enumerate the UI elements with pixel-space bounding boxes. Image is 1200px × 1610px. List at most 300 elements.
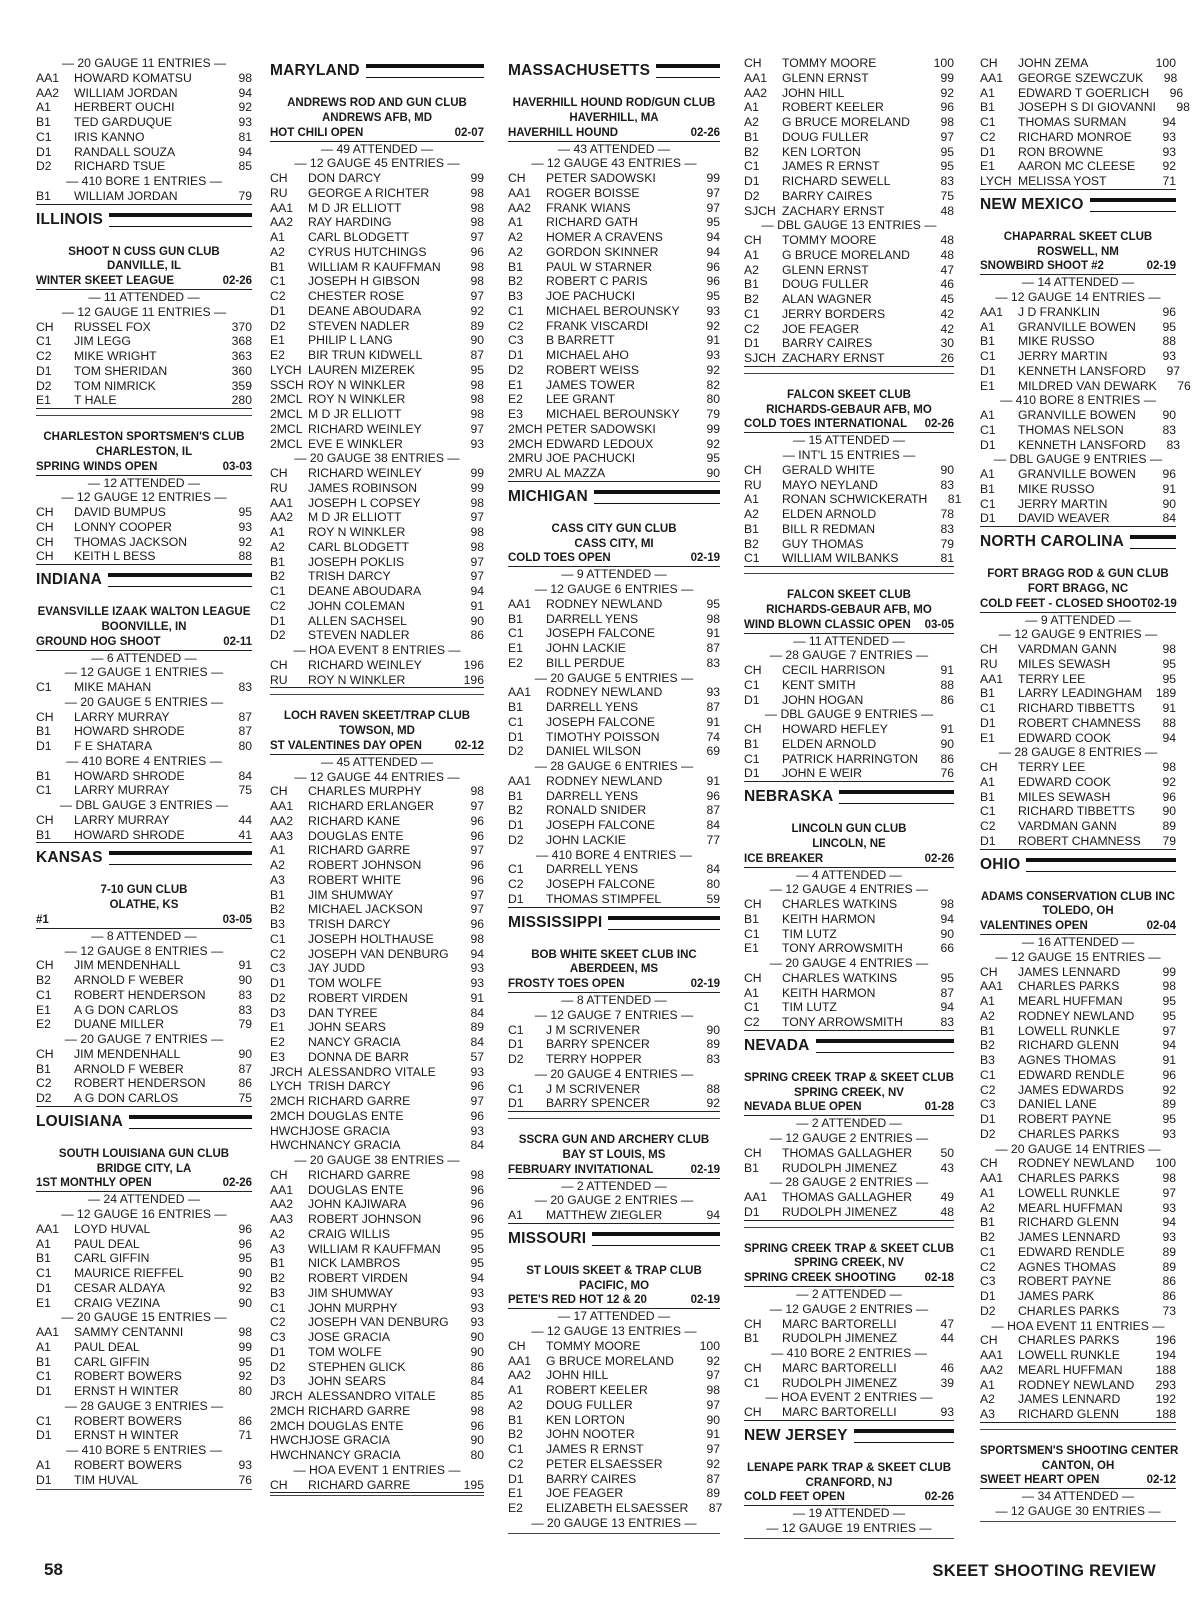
class-code: D1 [980, 1112, 996, 1126]
class-code: AA1 [980, 979, 1004, 994]
class-code: CH [980, 642, 998, 656]
class-code: 2MCL [270, 392, 303, 407]
shooter-name: J M SCRIVENER [546, 1081, 641, 1096]
score: 83 [1162, 422, 1176, 437]
score: 94 [940, 911, 954, 926]
class-code: A1 [744, 100, 759, 115]
state-heading [508, 912, 720, 934]
score: 359 [231, 378, 252, 393]
shooter-name: JERRY MARTIN [1018, 496, 1108, 511]
attended-count: — 49 ATTENDED — [320, 141, 434, 156]
state-heading [36, 1111, 252, 1133]
class-code: AA1 [980, 1348, 1004, 1362]
result-row [980, 731, 1176, 746]
class-code: E1 [508, 641, 523, 655]
class-code: A1 [980, 994, 995, 1008]
class-code: D1 [270, 1344, 286, 1359]
class-code: SJCH [744, 203, 776, 218]
state-heading [36, 847, 252, 869]
state-heading [980, 854, 1176, 876]
shooter-name: TOMMY MOORE [782, 56, 877, 70]
result-row [980, 1053, 1176, 1068]
score: 100 [1155, 56, 1176, 70]
result-row [270, 1020, 484, 1035]
shooter-name: DOUGLAS ENTE [308, 1418, 404, 1433]
result-row [508, 201, 720, 216]
result-row [270, 1345, 484, 1360]
class-code: B1 [270, 259, 285, 274]
score: 81 [947, 492, 962, 507]
class-code: E1 [270, 1020, 285, 1035]
result-row [270, 540, 484, 555]
gauge-entries: — HOA EVENT 8 ENTRIES — [293, 643, 461, 657]
club-heading: CHARLESTON, IL [95, 445, 193, 458]
class-code: CH [36, 549, 54, 564]
shooter-name: ROBERT BOWERS [74, 1457, 182, 1472]
result-row [270, 1419, 484, 1434]
score: 93 [1162, 1126, 1176, 1141]
score: 98 [1162, 760, 1176, 774]
result-row [36, 1047, 252, 1062]
class-code: C1 [980, 496, 996, 511]
state-rule [129, 1115, 252, 1129]
result-row [270, 348, 484, 363]
score: 90 [940, 462, 954, 477]
result-row [270, 1404, 484, 1419]
shooter-name: JOHN HOGAN [782, 692, 864, 707]
shooter-name: THOMAS GALLAGHER [782, 1145, 913, 1160]
club-heading: TOWSON, MD [339, 725, 415, 737]
class-code: C1 [744, 306, 760, 321]
score: 79 [238, 188, 252, 203]
attended-count: — 4 ATTENDED — [796, 867, 902, 882]
event-date: 03-03 [222, 460, 252, 473]
shooter-name: BILL PERDUE [546, 655, 625, 670]
result-row [508, 626, 720, 641]
shooter-name: TOM NIMRICK [74, 378, 156, 393]
shooter-name: ZACHARY ERNST [782, 351, 885, 365]
score: 46 [940, 1360, 954, 1375]
class-code: A2 [508, 244, 523, 259]
score: 97 [1166, 363, 1180, 378]
shooter-name: CHARLES MURPHY [308, 784, 422, 799]
gauge-entries: — 20 GAUGE 14 ENTRIES — [995, 1141, 1161, 1156]
shooter-name: JIM SHUMWAY [308, 887, 394, 902]
class-code: E1 [508, 1486, 523, 1501]
score: 94 [706, 230, 720, 244]
class-code: A2 [270, 1226, 285, 1241]
class-code: CH [36, 1046, 54, 1061]
result-row [270, 1006, 484, 1021]
score: 80 [238, 739, 252, 753]
class-code: AA1 [980, 304, 1004, 319]
shooter-name: TIM LUTZ [782, 926, 837, 941]
class-code: E1 [508, 377, 523, 392]
class-code: E1 [36, 1295, 51, 1310]
event-line [980, 919, 1176, 935]
class-code: C1 [980, 804, 996, 819]
score: 95 [238, 505, 252, 519]
shooter-name: MILES SEWASH [1018, 789, 1111, 804]
score: 93 [706, 685, 720, 700]
event-line [980, 1473, 1176, 1489]
event-name: VALENTINES OPEN [980, 920, 1088, 932]
club-heading: PACIFIC, MO [578, 1279, 650, 1292]
result-row [744, 292, 954, 307]
score: 71 [238, 1428, 252, 1443]
score: 97 [470, 230, 484, 244]
state-rule [109, 213, 252, 227]
score: 97 [1162, 1023, 1176, 1038]
score: 194 [1155, 1348, 1176, 1362]
shooter-name: GUY THOMAS [782, 536, 864, 551]
class-code: B1 [36, 1251, 51, 1266]
class-code: D1 [36, 363, 52, 378]
class-code: E2 [270, 348, 285, 362]
score: 80 [238, 1384, 252, 1398]
class-code: B3 [270, 917, 285, 931]
shooter-name: NICK LAMBROS [308, 1256, 401, 1271]
class-code: C1 [270, 931, 286, 946]
gauge-entries: — 20 GAUGE 5 ENTRIES — [64, 694, 224, 709]
class-code: C1 [980, 701, 996, 715]
score: 57 [470, 1049, 484, 1064]
result-row [36, 520, 252, 535]
score: 92 [470, 303, 484, 318]
shooter-name: DOUGLAS ENTE [308, 1182, 404, 1197]
gauge-entries: — HOA EVENT 1 ENTRIES — [293, 1462, 461, 1477]
score: 98 [470, 200, 484, 215]
score: 94 [470, 584, 484, 598]
class-code: AA2 [744, 85, 768, 100]
result-row [36, 710, 252, 725]
class-code: B1 [980, 1023, 995, 1038]
result-row [270, 1065, 484, 1080]
shooter-name: RODNEY NEWLAND [1018, 1156, 1135, 1171]
shooter-name: ELDEN ARNOLD [782, 507, 877, 521]
score: 76 [1177, 378, 1191, 393]
result-row [980, 686, 1176, 701]
result-row [744, 71, 954, 86]
score: 95 [470, 1256, 484, 1271]
class-code: B1 [270, 1256, 285, 1271]
club-heading: ANDREWS ROD AND GUN CLUB [287, 97, 467, 109]
class-code: A3 [980, 1407, 995, 1421]
club-heading: CRANFORD, NJ [805, 1476, 893, 1489]
event-name: HAVERHILL HOUND [508, 126, 619, 139]
event-date: 02-26 [924, 418, 954, 431]
score: 42 [940, 306, 954, 321]
class-code: B1 [744, 277, 759, 292]
shooter-name: HOWARD HEFLEY [782, 722, 888, 736]
shooter-name: JOHN ZEMA [1018, 56, 1089, 70]
class-code: C1 [744, 1000, 760, 1015]
class-code: CH [744, 1360, 762, 1375]
result-row [36, 680, 252, 695]
score: 97 [470, 799, 484, 813]
class-code: B1 [744, 129, 759, 144]
shooter-name: ROBERT KEELER [546, 1383, 648, 1397]
class-code: CH [744, 722, 762, 736]
result-row [270, 1330, 484, 1345]
shooter-name: JOHN SEARS [308, 1020, 386, 1035]
result-row [980, 159, 1176, 174]
shooter-name: NANCY GRACIA [308, 1035, 401, 1049]
event-name: FEBRUARY INVITATIONAL [508, 1163, 654, 1176]
event-date: 02-19 [690, 978, 720, 990]
score: 91 [238, 958, 252, 973]
result-row [744, 507, 954, 522]
result-row [980, 1112, 1176, 1127]
event-line [744, 1100, 954, 1116]
score: 90 [706, 466, 720, 480]
shooter-name: RUDOLPH JIMENEZ [782, 1160, 898, 1175]
attended-count: — 9 ATTENDED — [1025, 612, 1131, 627]
shooter-name: JIM LEGG [74, 334, 131, 349]
state-heading [270, 60, 484, 82]
class-code: C1 [36, 334, 52, 349]
state-rule [366, 64, 484, 78]
result-row [36, 100, 252, 115]
result-row [744, 1161, 954, 1176]
score: 98 [706, 611, 720, 626]
score: 85 [238, 159, 252, 174]
result-row [744, 336, 954, 351]
shooter-name: RUDOLPH JIMENEZ [782, 1331, 898, 1346]
result-row [980, 657, 1176, 672]
gauge-entries: — HOA EVENT 11 ENTRIES — [991, 1318, 1165, 1333]
class-code: C1 [36, 1369, 52, 1384]
state-rule [1090, 198, 1176, 212]
attended-count: — 17 ATTENDED — [557, 1309, 671, 1324]
score: 84 [706, 862, 720, 877]
shooter-name: JOSEPH POKLIS [308, 554, 405, 569]
score: 89 [706, 1037, 720, 1052]
class-code: SJCH [744, 351, 776, 365]
result-row [270, 1448, 484, 1463]
score: 95 [1162, 1008, 1176, 1023]
class-code: D2 [744, 188, 760, 203]
result-row [980, 1274, 1176, 1289]
class-code: D1 [744, 766, 760, 781]
shooter-name: ELDEN ARNOLD [782, 736, 877, 751]
class-code: AA1 [980, 1171, 1004, 1185]
score: 96 [940, 100, 954, 115]
score: 87 [708, 1501, 723, 1515]
score: 90 [238, 973, 252, 987]
club-heading: EVANSVILLE IZAAK WALTON LEAGUE [37, 606, 251, 618]
score: 92 [706, 436, 720, 451]
result-row [980, 804, 1176, 819]
score: 99 [706, 171, 720, 185]
shooter-name: DON DARCY [308, 171, 382, 185]
score: 96 [238, 1236, 252, 1251]
class-code: C2 [980, 1259, 996, 1274]
class-code: C1 [744, 926, 760, 941]
score: 71 [1162, 174, 1176, 188]
gauge-entries: — 12 GAUGE 19 ENTRIES — [766, 1521, 932, 1535]
score: 82 [706, 377, 720, 392]
attended-count: — 2 ATTENDED — [796, 1116, 902, 1131]
club-divider [744, 1227, 954, 1228]
result-row [36, 1091, 252, 1107]
class-code: CH [744, 663, 762, 677]
event-name: NEVADA BLUE OPEN [744, 1101, 862, 1114]
shooter-name: JOSEPH VAN DENBURG [308, 946, 449, 961]
class-code: B1 [980, 686, 995, 701]
shooter-name: ALAN WAGNER [782, 292, 872, 306]
class-code: A1 [744, 492, 759, 507]
score: 88 [1162, 334, 1176, 349]
result-row [36, 1428, 252, 1443]
shooter-name: LONNY COOPER [74, 519, 172, 534]
score: 92 [706, 362, 720, 377]
event-line [744, 1271, 954, 1287]
result-row [270, 466, 484, 481]
shooter-name: PAUL DEAL [74, 1236, 140, 1251]
score: 90 [1162, 408, 1176, 422]
shooter-name: MATTHEW ZIEGLER [546, 1208, 663, 1222]
gauge-entries: — 12 GAUGE 12 ENTRIES — [61, 490, 227, 505]
result-row [36, 828, 252, 844]
shooter-name: DAVID WEAVER [1018, 511, 1110, 526]
result-row [36, 1458, 252, 1473]
result-row [36, 1355, 252, 1370]
state-rule [592, 1232, 720, 1246]
shooter-name: BIR TRUN KIDWELL [308, 348, 423, 362]
result-row [270, 392, 484, 407]
class-code: CH [744, 233, 762, 247]
state-name: NEBRASKA [744, 788, 834, 805]
club-heading: FORT BRAGG ROD & GUN CLUB [987, 568, 1169, 580]
class-code: CH [270, 1167, 288, 1182]
result-row [744, 1205, 954, 1221]
gauge-entries: — 28 GAUGE 2 ENTRIES — [769, 1175, 929, 1190]
score: 90 [940, 926, 954, 941]
shooter-name: JERRY BORDERS [782, 306, 886, 321]
class-code: A1 [270, 843, 285, 858]
class-code: A2 [270, 539, 285, 554]
result-row [270, 1286, 484, 1301]
class-code: B2 [508, 274, 523, 289]
column-end-rule [36, 1489, 252, 1490]
class-code: AA2 [508, 200, 532, 215]
class-code: B1 [980, 789, 995, 804]
shooter-name: DAN TYREE [308, 1005, 378, 1020]
gauge-entries: — 20 GAUGE 13 ENTRIES — [531, 1515, 697, 1530]
event-date: 02-19 [690, 1294, 720, 1307]
result-row [508, 186, 720, 201]
shooter-name: JOHN NOOTER [546, 1427, 635, 1442]
score: 95 [706, 215, 720, 230]
column-end-rule [744, 1538, 954, 1539]
shooter-name: WILLIAM WILBANKS [782, 551, 899, 566]
shooter-name: CARL GIFFIN [74, 1251, 150, 1266]
result-row [980, 85, 1184, 101]
event-name: ICE BREAKER [744, 852, 824, 865]
result-row [270, 917, 484, 932]
class-code: B3 [980, 1053, 995, 1067]
class-code: A2 [744, 507, 759, 521]
result-row [980, 437, 1180, 453]
shooter-name: DEANE ABOUDARA [308, 584, 422, 598]
class-code: CH [270, 784, 288, 799]
result-row [36, 1414, 252, 1429]
result-row [36, 393, 252, 409]
shooter-name: RICHARD SEWELL [782, 174, 891, 188]
score: 96 [1162, 1067, 1176, 1082]
shooter-name: EVE E WINKLER [308, 436, 403, 451]
club-heading: LENAPE PARK TRAP & SKEET CLUB [746, 1461, 952, 1474]
class-code: C2 [508, 318, 524, 333]
result-row [980, 994, 1176, 1009]
result-row [270, 1109, 484, 1124]
score: 92 [706, 1096, 720, 1111]
club-heading: SPRING CREEK TRAP & SKEET CLUB [744, 1242, 955, 1255]
score: 95 [940, 970, 954, 985]
result-row [270, 1168, 484, 1183]
shooter-name: JOSE GRACIA [308, 1433, 390, 1448]
class-code: B1 [508, 611, 523, 626]
score: 89 [1162, 1097, 1176, 1112]
shooter-name: A G DON CARLOS [74, 1002, 179, 1017]
score: 93 [1162, 1200, 1176, 1215]
state-name: KANSAS [36, 849, 103, 867]
class-code: B1 [508, 1412, 523, 1427]
class-code: D1 [270, 613, 286, 628]
shooter-name: JAMES LENNARD [1018, 1392, 1121, 1407]
result-row [508, 833, 720, 848]
class-code: C1 [270, 274, 286, 289]
gauge-entries: — 28 GAUGE 3 ENTRIES — [64, 1398, 224, 1413]
score: 87 [706, 803, 720, 818]
shooter-name: IRIS KANNO [74, 129, 145, 144]
score: 96 [706, 259, 720, 274]
shooter-name: BARRY CAIRES [782, 188, 873, 203]
score: 97 [706, 1442, 720, 1456]
class-code: C1 [744, 551, 760, 566]
result-row [744, 463, 954, 478]
shooter-name: KEITH L BESS [74, 549, 156, 564]
class-code: AA1 [36, 70, 60, 85]
shooter-name: THOMAS NELSON [1018, 422, 1124, 437]
score: 90 [706, 1412, 720, 1427]
club-divider [508, 1118, 720, 1119]
result-row [980, 760, 1176, 775]
class-code: HWCH [270, 1448, 308, 1462]
result-row [270, 1433, 484, 1448]
score: 81 [238, 129, 252, 144]
shooter-name: JOHN MURPHY [308, 1300, 398, 1315]
result-row [270, 1271, 484, 1286]
score: 79 [238, 1017, 252, 1032]
result-row [36, 115, 252, 130]
shooter-name: RICHARD GARRE [308, 843, 411, 858]
shooter-name: ROBERT WEISS [546, 362, 640, 377]
club-heading: 7-10 GUN CLUB [100, 884, 188, 897]
shooter-name: TOM SHERIDAN [74, 363, 168, 378]
result-row [270, 1197, 484, 1212]
class-code: A1 [980, 85, 995, 100]
page-number: 58 [44, 1560, 63, 1579]
class-code: C1 [980, 1244, 996, 1259]
class-code: D1 [36, 739, 52, 753]
score: 98 [470, 931, 484, 946]
result-row [508, 685, 720, 700]
score: 92 [238, 1369, 252, 1384]
shooter-name: LOWELL RUNKLE [1018, 1023, 1120, 1038]
score: 95 [706, 289, 720, 303]
